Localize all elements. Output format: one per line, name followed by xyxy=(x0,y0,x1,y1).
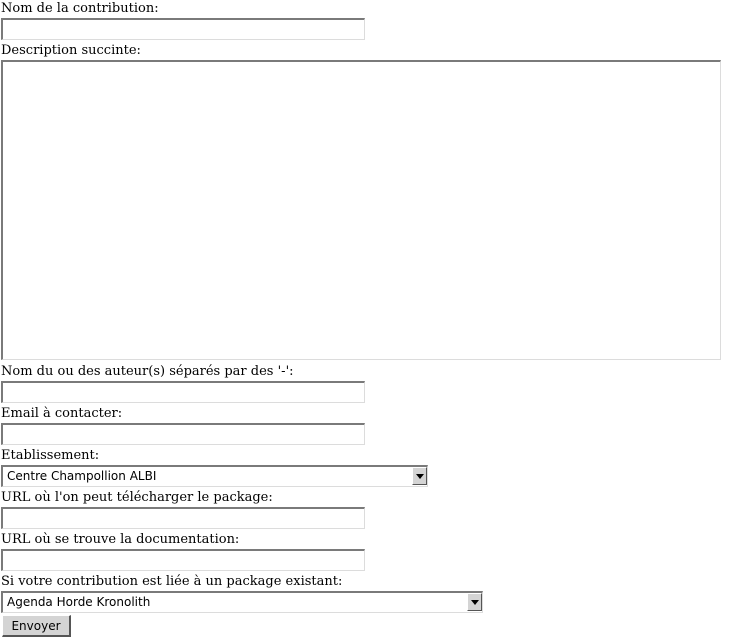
description-textarea[interactable] xyxy=(1,60,721,360)
email-input[interactable] xyxy=(1,423,365,445)
chevron-down-icon[interactable] xyxy=(467,593,482,611)
establishment-label: Etablissement: xyxy=(1,448,100,463)
establishment-select[interactable] xyxy=(1,465,428,487)
description-label: Description succinte: xyxy=(1,43,141,58)
email-label: Email à contacter: xyxy=(1,406,123,421)
authors-label: Nom du ou des auteur(s) séparés par des '-': xyxy=(1,364,294,379)
submit-button[interactable]: Envoyer xyxy=(2,615,71,637)
package-url-input[interactable] xyxy=(1,507,365,529)
authors-input[interactable] xyxy=(1,381,365,403)
documentation-url-input[interactable] xyxy=(1,549,365,571)
chevron-down-icon[interactable] xyxy=(412,467,427,485)
related-package-select[interactable] xyxy=(1,591,483,613)
related-package-selected-value: Agenda Horde Kronolith xyxy=(7,595,151,609)
package-url-label: URL où l'on peut télécharger le package: xyxy=(1,490,273,505)
establishment-selected-value: Centre Champollion ALBI xyxy=(7,469,157,483)
related-package-label: Si votre contribution est liée à un package existant: xyxy=(1,574,343,589)
contribution-name-input[interactable] xyxy=(1,18,365,40)
documentation-url-label: URL où se trouve la documentation: xyxy=(1,532,240,547)
contribution-name-label: Nom de la contribution: xyxy=(1,1,159,16)
